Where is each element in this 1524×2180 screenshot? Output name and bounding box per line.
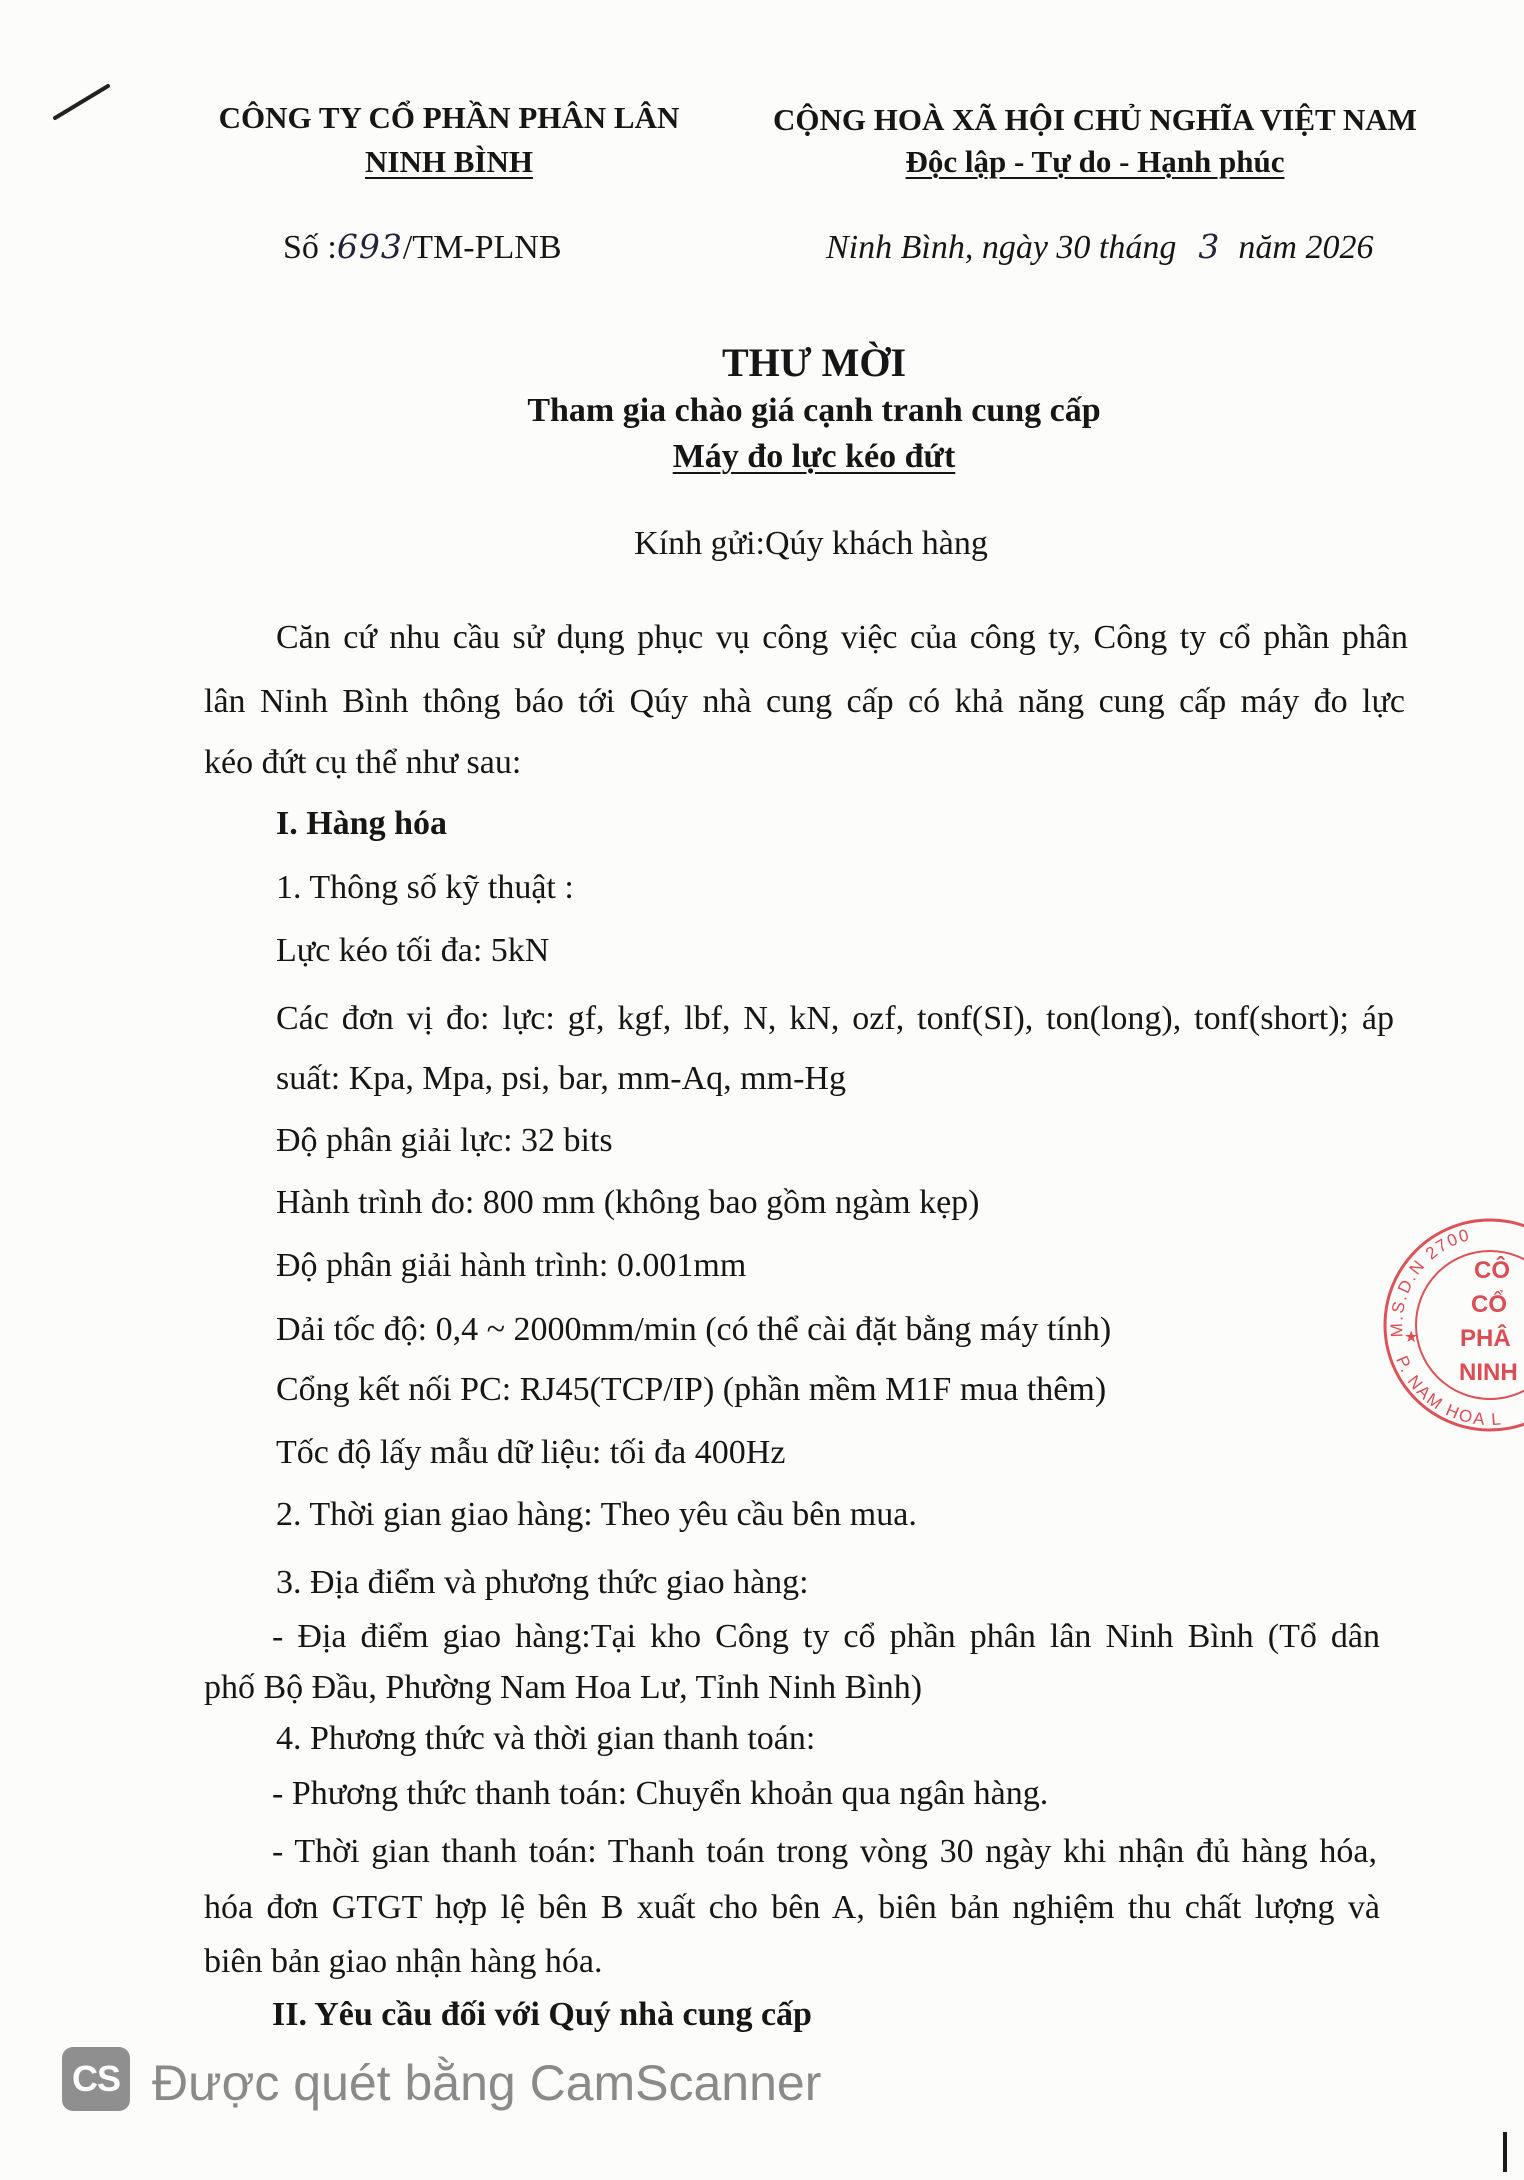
- seal-text-line: PHÂ: [1460, 1325, 1511, 1352]
- letter-subtitle: Tham gia chào giá cạnh tranh cung cấp: [527, 392, 1101, 429]
- spec-item: suất: Kpa, Mpa, psi, bar, mm-Aq, mm-Hg: [276, 1060, 846, 1097]
- intro-line: Căn cứ nhu cầu sử dụng phục vụ công việc của công ty, Công ty cổ phần phân: [276, 619, 1408, 656]
- spec-item: Các đơn vị đo: lực: gf, kgf, lbf, N, kN, ozf, tonf(SI), ton(long), tonf(short); áp: [276, 1000, 1394, 1037]
- pen-stroke-mark: [40, 70, 130, 130]
- spec-item: Hành trình đo: 800 mm (không bao gồm ngàm kẹp): [276, 1184, 980, 1221]
- spec-item: Độ phân giải hành trình: 0.001mm: [276, 1247, 747, 1284]
- national-motto: Độc lập - Tự do - Hạnh phúc: [905, 144, 1285, 179]
- section-1-heading: I. Hàng hóa: [276, 805, 447, 842]
- date-suffix: năm 2026: [1238, 229, 1374, 266]
- greeting: Kính gửi:Qúy khách hàng: [634, 525, 988, 562]
- document-date: [826, 225, 1373, 270]
- payment-heading: 4. Phương thức và thời gian thanh toán:: [276, 1720, 816, 1757]
- company-name: CÔNG TY CỔ PHẦN PHÂN LÂN: [218, 100, 680, 135]
- company-name-line2: [199, 142, 699, 182]
- intro-line: lân Ninh Bình thông báo tới Qúy nhà cung cấp có khả năng cung cấp máy đo lực: [204, 683, 1405, 720]
- seal-text-line: NINH: [1459, 1359, 1518, 1386]
- payment-time-line: - Thời gian thanh toán: Thanh toán trong vòng 30 ngày khi nhận đủ hàng hóa,: [272, 1833, 1377, 1870]
- scan-edge-mark: [1503, 2132, 1507, 2172]
- seal-text-line: CỔ: [1471, 1291, 1507, 1318]
- document-number-suffix: /TM-PLNB: [402, 229, 562, 266]
- letter-title: THƯ MỜI: [721, 340, 907, 385]
- payment-time-line: biên bản giao nhận hàng hóa.: [204, 1943, 603, 1980]
- product-name-line: [314, 435, 1314, 479]
- document-number: [283, 225, 562, 270]
- section-2-heading: II. Yêu cầu đối với Quý nhà cung cấp: [272, 1996, 812, 2033]
- payment-method: - Phương thức thanh toán: Chuyển khoản qua ngân hàng.: [272, 1775, 1049, 1812]
- delivery-time: 2. Thời gian giao hàng: Theo yêu cầu bên mua.: [276, 1496, 917, 1533]
- seal-text-line: CÔ: [1474, 1257, 1510, 1284]
- delivery-place-line: phố Bộ Đầu, Phường Nam Hoa Lư, Tỉnh Ninh Bình): [204, 1669, 923, 1706]
- spec-heading: 1. Thông số kỹ thuật :: [276, 869, 574, 906]
- handwritten-month: 3: [1198, 227, 1221, 266]
- national-motto-line: [735, 142, 1455, 182]
- spec-item: Cổng kết nối PC: RJ45(TCP/IP) (phần mềm M1F mua thêm): [276, 1371, 1107, 1408]
- product-name: Máy đo lực kéo đứt: [672, 438, 956, 475]
- spec-item: Dải tốc độ: 0,4 ~ 2000mm/min (có thể cài đặt bằng máy tính): [276, 1311, 1112, 1348]
- intro-line: kéo đứt cụ thể như sau:: [204, 744, 522, 781]
- spec-item: Tốc độ lấy mẫu dữ liệu: tối đa 400Hz: [276, 1434, 786, 1471]
- seal-ring-bottom-text: P. NAM HOA L: [1392, 1353, 1504, 1430]
- camscanner-logo-icon: CS: [62, 2047, 130, 2111]
- seal-ring-top-text: M.S.D.N 2700: [1387, 1224, 1473, 1338]
- national-title: CỘNG HOÀ XÃ HỘI CHỦ NGHĨA VIỆT NAM: [773, 102, 1417, 137]
- seal-star-icon: ★: [1404, 1329, 1419, 1346]
- handwritten-number: 693: [336, 227, 403, 266]
- camscanner-watermark-text: Được quét bằng CamScanner: [152, 2055, 822, 2111]
- company-location: NINH BÌNH: [365, 144, 533, 179]
- company-seal-stamp: [1380, 1170, 1524, 1480]
- document-number-prefix: Số :: [283, 229, 337, 266]
- delivery-place-line: - Địa điểm giao hàng:Tại kho Công ty cổ phần phân lân Ninh Bình (Tổ dân: [272, 1618, 1380, 1655]
- spec-item: Độ phân giải lực: 32 bits: [276, 1122, 613, 1159]
- date-prefix: Ninh Bình, ngày 30 tháng: [826, 229, 1177, 266]
- delivery-heading: 3. Địa điểm và phương thức giao hàng:: [276, 1564, 809, 1601]
- payment-time-line: hóa đơn GTGT hợp lệ bên B xuất cho bên A, biên bản nghiệm thu chất lượng và: [204, 1889, 1380, 1926]
- spec-item: Lực kéo tối đa: 5kN: [276, 932, 550, 969]
